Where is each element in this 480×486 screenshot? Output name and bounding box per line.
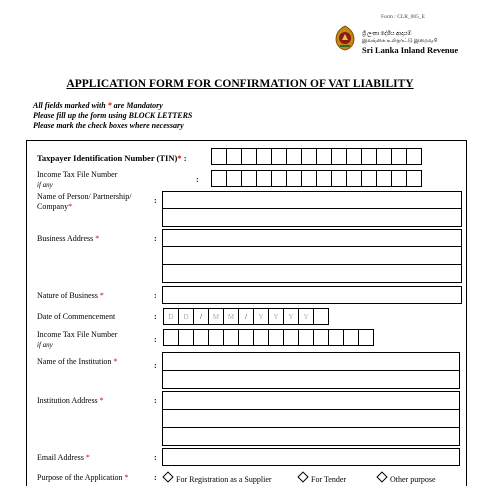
itf2-label: Income Tax File Number if any [37, 330, 118, 349]
purpose-label: Purpose of the Application * [37, 473, 129, 482]
org-name-english: Sri Lanka Inland Revenue [362, 45, 459, 55]
input-cell[interactable] [163, 329, 179, 346]
input-cell[interactable] [361, 148, 377, 165]
business-address-line3[interactable] [162, 264, 462, 283]
instruction-check-boxes: Please mark the check boxes where necessary [33, 121, 184, 130]
institution-name-line2[interactable] [162, 370, 460, 389]
purpose-option-tender[interactable]: For Tender [299, 473, 346, 484]
institution-address-line1[interactable] [162, 391, 460, 410]
itf1-colon: : [196, 175, 199, 184]
input-cell[interactable]: / [238, 308, 254, 325]
form-number: Form : CLR_005_E [381, 14, 426, 20]
commence-label: Date of Commencement [37, 312, 116, 321]
input-cell[interactable]: Y [253, 308, 269, 325]
business-address-label: Business Address * [37, 234, 100, 243]
input-cell[interactable] [271, 170, 287, 187]
institution-label: Name of the Institution * [37, 357, 118, 366]
input-cell[interactable] [376, 148, 392, 165]
person-name-field-line1[interactable] [162, 191, 462, 209]
input-cell[interactable]: M [208, 308, 224, 325]
checkbox-diamond-icon[interactable] [376, 471, 387, 482]
institution-address-line3[interactable] [162, 427, 460, 446]
business-address-line1[interactable] [162, 229, 462, 247]
input-cell[interactable] [241, 170, 257, 187]
institution-address-label: Institution Address * [37, 396, 104, 405]
input-cell[interactable] [331, 170, 347, 187]
input-cell[interactable] [211, 170, 227, 187]
input-cell[interactable] [223, 329, 239, 346]
input-cell[interactable] [328, 329, 344, 346]
business-address-colon: : [154, 234, 157, 243]
input-cell[interactable] [283, 329, 299, 346]
input-cell[interactable]: Y [283, 308, 299, 325]
person-label: Name of Person/ Partnership/ Company* [37, 192, 132, 211]
input-cell[interactable] [226, 170, 242, 187]
purpose-option-other[interactable]: Other purpose [378, 473, 436, 484]
checkbox-diamond-icon[interactable] [162, 471, 173, 482]
institution-address-colon: : [154, 396, 157, 405]
instruction-mandatory: All fields marked with * are Mandatory [33, 101, 163, 110]
institution-name-line1[interactable] [162, 352, 460, 371]
checkbox-diamond-icon[interactable] [297, 471, 308, 482]
input-cell[interactable] [346, 170, 362, 187]
input-cell[interactable] [376, 170, 392, 187]
input-cell[interactable] [316, 148, 332, 165]
input-cell[interactable] [271, 148, 287, 165]
input-cell[interactable] [253, 329, 269, 346]
nature-of-business-field[interactable] [162, 286, 462, 304]
org-name-tamil: இலங்கை உள்நாட்டு இறைவரி [362, 38, 438, 44]
itf2-colon: : [154, 335, 157, 344]
income-tax-file-grid-1[interactable] [211, 170, 421, 187]
input-cell[interactable] [316, 170, 332, 187]
form-title: APPLICATION FORM FOR CONFIRMATION OF VAT LIABILITY [66, 78, 414, 90]
person-colon: : [154, 196, 157, 205]
nature-label: Nature of Business * [37, 291, 104, 300]
email-address-field[interactable] [162, 448, 460, 466]
tin-label: Taxpayer Identification Number (TIN)* : [37, 153, 187, 163]
institution-address-line2[interactable] [162, 409, 460, 428]
email-colon: : [154, 453, 157, 462]
input-cell[interactable]: Y [268, 308, 284, 325]
input-cell[interactable] [208, 329, 224, 346]
commence-colon: : [154, 312, 157, 321]
input-cell[interactable] [178, 329, 194, 346]
email-label: Email Address * [37, 453, 90, 462]
input-cell[interactable] [361, 170, 377, 187]
org-name-sinhala: ශ්‍රී ලංකා දේශීය ආදායම් [362, 31, 412, 37]
purpose-colon: : [154, 473, 157, 482]
nature-colon: : [154, 291, 157, 300]
input-cell[interactable]: D [163, 308, 179, 325]
input-cell[interactable] [268, 329, 284, 346]
input-cell[interactable] [301, 170, 317, 187]
input-cell[interactable] [358, 329, 374, 346]
tin-input-grid[interactable] [211, 148, 421, 165]
business-address-line2[interactable] [162, 246, 462, 265]
input-cell[interactable] [391, 148, 407, 165]
input-cell[interactable] [193, 329, 209, 346]
instruction-block-letters: Please fill up the form using BLOCK LETTERS [33, 111, 193, 120]
person-name-field-line2[interactable] [162, 208, 462, 227]
input-cell[interactable]: / [193, 308, 209, 325]
input-cell[interactable] [211, 148, 227, 165]
commencement-date-grid[interactable] [163, 308, 328, 325]
input-cell[interactable] [256, 170, 272, 187]
input-cell[interactable] [301, 148, 317, 165]
input-cell[interactable] [286, 148, 302, 165]
input-cell[interactable] [256, 148, 272, 165]
input-cell[interactable] [286, 170, 302, 187]
input-cell[interactable] [406, 170, 422, 187]
input-cell[interactable]: Y [298, 308, 314, 325]
input-cell[interactable]: M [223, 308, 239, 325]
input-cell[interactable] [346, 148, 362, 165]
input-cell[interactable] [331, 148, 347, 165]
institution-colon: : [154, 361, 157, 370]
income-tax-file-grid-2[interactable] [163, 329, 373, 346]
itf1-label: Income Tax File Number if any [37, 170, 118, 189]
input-cell[interactable] [313, 329, 329, 346]
input-cell[interactable] [343, 329, 359, 346]
input-cell[interactable] [238, 329, 254, 346]
input-cell[interactable] [298, 329, 314, 346]
input-cell[interactable] [313, 308, 329, 325]
input-cell[interactable] [406, 148, 422, 165]
purpose-option-supplier[interactable]: For Registration as a Supplier [164, 473, 272, 484]
input-cell[interactable] [391, 170, 407, 187]
input-cell[interactable] [226, 148, 242, 165]
input-cell[interactable]: D [178, 308, 194, 325]
input-cell[interactable] [241, 148, 257, 165]
sri-lanka-emblem-icon [334, 25, 356, 51]
